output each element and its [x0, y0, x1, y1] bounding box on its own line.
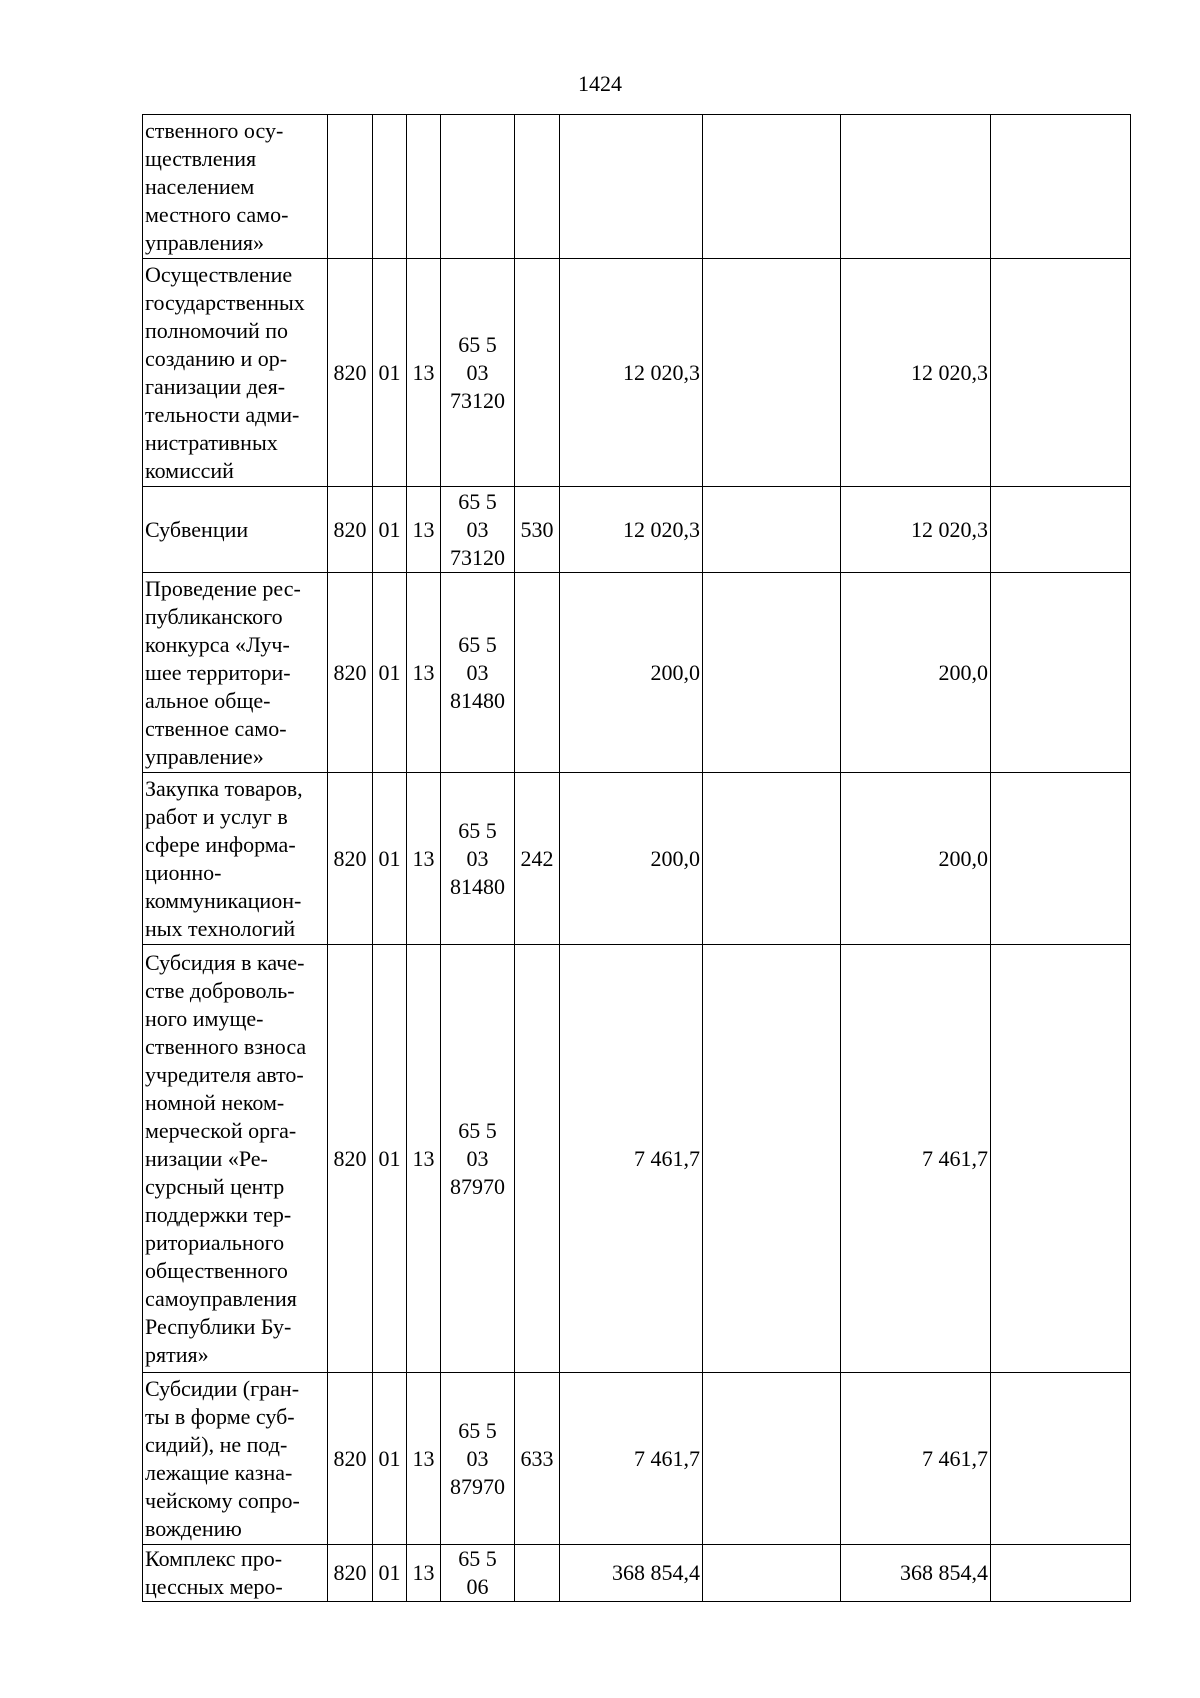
budget-table — [142, 114, 1131, 1602]
amount-column-4-cell — [991, 259, 1131, 487]
target-article-cell: 65 5 06 — [441, 1545, 515, 1602]
expense-type-cell — [515, 115, 560, 259]
amount-total-cell — [560, 115, 703, 259]
table-row — [143, 1373, 1131, 1545]
ministry-code-cell — [328, 115, 373, 259]
amount-column-4-cell — [991, 945, 1131, 1373]
amount-total-cell: 12 020,3 — [560, 259, 703, 487]
ministry-code-cell: 820 — [328, 573, 373, 773]
target-article-cell: 65 5 03 87970 — [441, 945, 515, 1373]
amount-column-2-cell — [703, 945, 841, 1373]
row-name-cell: ственного осу- ществления населением местного само- управления» — [143, 115, 328, 259]
row-name-cell: Закупка товаров, работ и услуг в сфере информа- ционно- коммуникацион- ных технологий — [143, 773, 328, 945]
table-row — [143, 259, 1131, 487]
row-name-cell: Комплекс про- цессных меро- — [143, 1545, 328, 1602]
expense-type-cell — [515, 1545, 560, 1602]
subsection-code-cell: 13 — [407, 1545, 441, 1602]
section-code-cell: 01 — [373, 1373, 407, 1545]
ministry-code-cell: 820 — [328, 1373, 373, 1545]
row-name-cell: Субсидия в каче- стве доброволь- ного имуще- ственного взноса учредителя авто- номной неком- мерческой орга- низации «Ре- сурсный центр поддержки тер- риториального общественного самоуправления Республики Бу- рятия» — [143, 945, 328, 1373]
target-article-cell: 65 5 03 73120 — [441, 487, 515, 573]
amount-column-4-cell — [991, 115, 1131, 259]
target-article-cell — [441, 115, 515, 259]
target-article-cell: 65 5 03 81480 — [441, 773, 515, 945]
ministry-code-cell: 820 — [328, 487, 373, 573]
ministry-code-cell: 820 — [328, 1545, 373, 1602]
target-article-cell: 65 5 03 73120 — [441, 259, 515, 487]
amount-total-cell: 200,0 — [560, 773, 703, 945]
amount-total-cell: 7 461,7 — [560, 1373, 703, 1545]
section-code-cell — [373, 115, 407, 259]
target-article-cell: 65 5 03 81480 — [441, 573, 515, 773]
amount-total-cell: 7 461,7 — [560, 945, 703, 1373]
amount-column-2-cell — [703, 773, 841, 945]
section-code-cell: 01 — [373, 1545, 407, 1602]
ministry-code-cell: 820 — [328, 259, 373, 487]
amount-column-3-cell: 200,0 — [841, 573, 991, 773]
subsection-code-cell: 13 — [407, 945, 441, 1373]
expense-type-cell — [515, 259, 560, 487]
expense-type-cell: 242 — [515, 773, 560, 945]
expense-type-cell — [515, 945, 560, 1373]
amount-column-3-cell: 7 461,7 — [841, 945, 991, 1373]
amount-column-4-cell — [991, 1373, 1131, 1545]
amount-column-3-cell — [841, 115, 991, 259]
section-code-cell: 01 — [373, 573, 407, 773]
subsection-code-cell: 13 — [407, 773, 441, 945]
subsection-code-cell: 13 — [407, 1373, 441, 1545]
amount-total-cell: 368 854,4 — [560, 1545, 703, 1602]
subsection-code-cell — [407, 115, 441, 259]
subsection-code-cell: 13 — [407, 487, 441, 573]
amount-column-3-cell: 7 461,7 — [841, 1373, 991, 1545]
amount-column-2-cell — [703, 259, 841, 487]
amount-total-cell: 200,0 — [560, 573, 703, 773]
ministry-code-cell: 820 — [328, 773, 373, 945]
amount-total-cell: 12 020,3 — [560, 487, 703, 573]
amount-column-3-cell: 12 020,3 — [841, 259, 991, 487]
table-row — [143, 115, 1131, 259]
target-article-cell: 65 5 03 87970 — [441, 1373, 515, 1545]
amount-column-2-cell — [703, 115, 841, 259]
section-code-cell: 01 — [373, 945, 407, 1373]
budget-table-body — [143, 115, 1131, 1602]
table-row — [143, 573, 1131, 773]
expense-type-cell: 633 — [515, 1373, 560, 1545]
amount-column-3-cell: 368 854,4 — [841, 1545, 991, 1602]
table-row — [143, 1545, 1131, 1602]
amount-column-4-cell — [991, 487, 1131, 573]
expense-type-cell: 530 — [515, 487, 560, 573]
row-name-cell: Субсидии (гран- ты в форме суб- сидий), не под- лежащие казна- чейскому сопро- вождению — [143, 1373, 328, 1545]
subsection-code-cell: 13 — [407, 573, 441, 773]
amount-column-2-cell — [703, 1373, 841, 1545]
row-name-cell: Субвенции — [143, 487, 328, 573]
amount-column-4-cell — [991, 1545, 1131, 1602]
expense-type-cell — [515, 573, 560, 773]
row-name-cell: Осуществление государственных полномочий по созданию и ор- ганизации дея- тельности адми- нистративных комиссий — [143, 259, 328, 487]
page-number: 1424 — [578, 71, 622, 96]
amount-column-2-cell — [703, 487, 841, 573]
section-code-cell: 01 — [373, 773, 407, 945]
amount-column-2-cell — [703, 1545, 841, 1602]
table-row — [143, 773, 1131, 945]
amount-column-2-cell — [703, 573, 841, 773]
table-row — [143, 487, 1131, 573]
section-code-cell: 01 — [373, 259, 407, 487]
amount-column-3-cell: 200,0 — [841, 773, 991, 945]
row-name-cell: Проведение рес- публиканского конкурса «Луч- шее территори- альное обще- ственное само- управление» — [143, 573, 328, 773]
amount-column-4-cell — [991, 573, 1131, 773]
ministry-code-cell: 820 — [328, 945, 373, 1373]
amount-column-3-cell: 12 020,3 — [841, 487, 991, 573]
table-row — [143, 945, 1131, 1373]
amount-column-4-cell — [991, 773, 1131, 945]
subsection-code-cell: 13 — [407, 259, 441, 487]
section-code-cell: 01 — [373, 487, 407, 573]
